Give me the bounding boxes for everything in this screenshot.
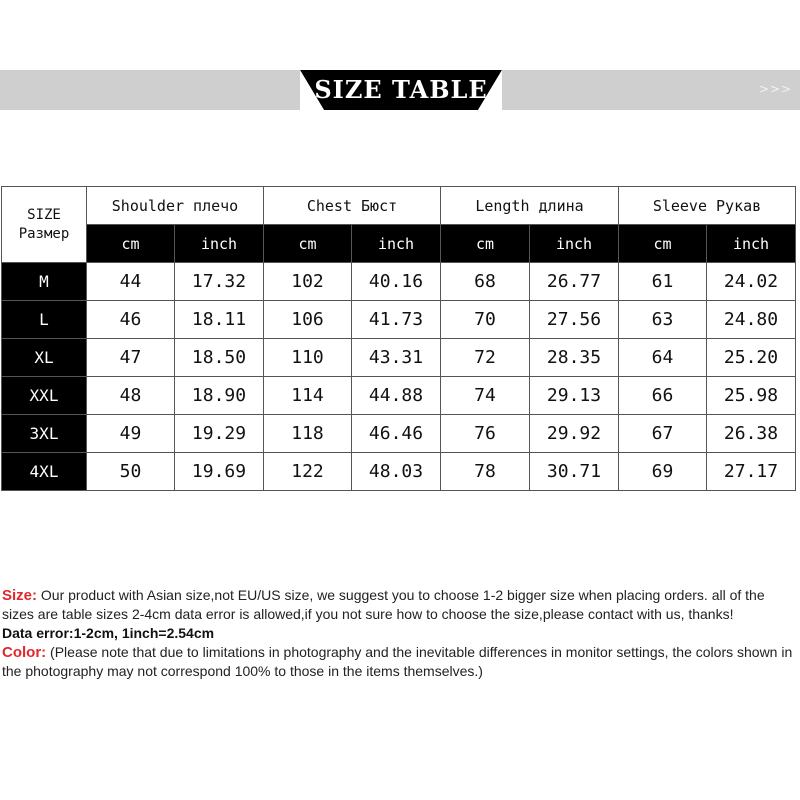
value-cell: 70 xyxy=(441,301,530,339)
title-badge xyxy=(300,70,502,110)
value-cell: 44.88 xyxy=(352,377,441,415)
value-cell: 48.03 xyxy=(352,453,441,491)
size-label: L xyxy=(2,301,87,339)
table-row xyxy=(2,453,796,491)
banner-arrows: >>> xyxy=(758,82,792,96)
unit-cell: inch xyxy=(175,225,264,263)
color-note xyxy=(2,643,798,681)
value-cell: 69 xyxy=(619,453,707,491)
value-cell: 29.13 xyxy=(530,377,619,415)
value-cell: 18.90 xyxy=(175,377,264,415)
table-row xyxy=(2,301,796,339)
size-label: M xyxy=(2,263,87,301)
value-cell: 43.31 xyxy=(352,339,441,377)
value-cell: 67 xyxy=(619,415,707,453)
value-cell: 25.98 xyxy=(707,377,796,415)
header-shoulder: Shoulder плечо xyxy=(87,187,264,225)
page-title: SIZE TABLE xyxy=(314,75,488,104)
unit-cell: cm xyxy=(87,225,175,263)
size-label: XXL xyxy=(2,377,87,415)
value-cell: 27.56 xyxy=(530,301,619,339)
value-cell: 106 xyxy=(264,301,352,339)
value-cell: 78 xyxy=(441,453,530,491)
size-label: XL xyxy=(2,339,87,377)
size-note-text: Our product with Asian size,not EU/US size, we suggest you to choose 1-2 bigger size when placing orders. all of the sizes are table sizes 2-4cm data error is allowed,if you not sure how to choose the size,please contact with us, thanks! xyxy=(2,587,765,622)
table-row xyxy=(2,377,796,415)
color-note-label: Color: xyxy=(2,644,47,661)
value-cell: 68 xyxy=(441,263,530,301)
header-chest: Chest Бюст xyxy=(264,187,441,225)
value-cell: 44 xyxy=(87,263,175,301)
value-cell: 61 xyxy=(619,263,707,301)
value-cell: 46.46 xyxy=(352,415,441,453)
value-cell: 114 xyxy=(264,377,352,415)
header-sleeve: Sleeve Рукав xyxy=(619,187,796,225)
value-cell: 28.35 xyxy=(530,339,619,377)
size-label: 3XL xyxy=(2,415,87,453)
table-row xyxy=(2,415,796,453)
size-header-cell xyxy=(2,187,87,263)
value-cell: 18.50 xyxy=(175,339,264,377)
value-cell: 26.38 xyxy=(707,415,796,453)
size-header-ru: Размер xyxy=(18,225,70,242)
unit-cell: cm xyxy=(619,225,707,263)
value-cell: 24.02 xyxy=(707,263,796,301)
unit-cell: inch xyxy=(530,225,619,263)
group-header-row xyxy=(2,187,796,225)
value-cell: 118 xyxy=(264,415,352,453)
value-cell: 41.73 xyxy=(352,301,441,339)
value-cell: 46 xyxy=(87,301,175,339)
data-error-note: Data error:1-2cm, 1inch=2.54cm xyxy=(2,625,215,641)
table-row xyxy=(2,263,796,301)
header-length: Length длина xyxy=(441,187,619,225)
size-note xyxy=(2,586,798,624)
table-row xyxy=(2,339,796,377)
unit-cell: cm xyxy=(441,225,530,263)
value-cell: 30.71 xyxy=(530,453,619,491)
value-cell: 40.16 xyxy=(352,263,441,301)
value-cell: 66 xyxy=(619,377,707,415)
color-note-text: (Please note that due to limitations in photography and the inevitable differences in monitor settings, the colors shown in the photography may not correspond 100% to those in the items themselves.) xyxy=(2,644,793,679)
value-cell: 27.17 xyxy=(707,453,796,491)
value-cell: 63 xyxy=(619,301,707,339)
value-cell: 29.92 xyxy=(530,415,619,453)
value-cell: 19.29 xyxy=(175,415,264,453)
unit-header-row xyxy=(2,225,796,263)
value-cell: 76 xyxy=(441,415,530,453)
unit-cell: inch xyxy=(352,225,441,263)
size-notes xyxy=(2,586,798,681)
value-cell: 24.80 xyxy=(707,301,796,339)
value-cell: 48 xyxy=(87,377,175,415)
value-cell: 110 xyxy=(264,339,352,377)
value-cell: 72 xyxy=(441,339,530,377)
value-cell: 19.69 xyxy=(175,453,264,491)
unit-cell: inch xyxy=(707,225,796,263)
size-note-label: Size: xyxy=(2,587,38,604)
value-cell: 50 xyxy=(87,453,175,491)
size-header-en: SIZE xyxy=(27,206,61,223)
value-cell: 26.77 xyxy=(530,263,619,301)
value-cell: 25.20 xyxy=(707,339,796,377)
unit-cell: cm xyxy=(264,225,352,263)
value-cell: 102 xyxy=(264,263,352,301)
value-cell: 18.11 xyxy=(175,301,264,339)
value-cell: 122 xyxy=(264,453,352,491)
value-cell: 47 xyxy=(87,339,175,377)
size-table xyxy=(1,186,796,491)
value-cell: 74 xyxy=(441,377,530,415)
value-cell: 17.32 xyxy=(175,263,264,301)
value-cell: 49 xyxy=(87,415,175,453)
value-cell: 64 xyxy=(619,339,707,377)
size-label: 4XL xyxy=(2,453,87,491)
